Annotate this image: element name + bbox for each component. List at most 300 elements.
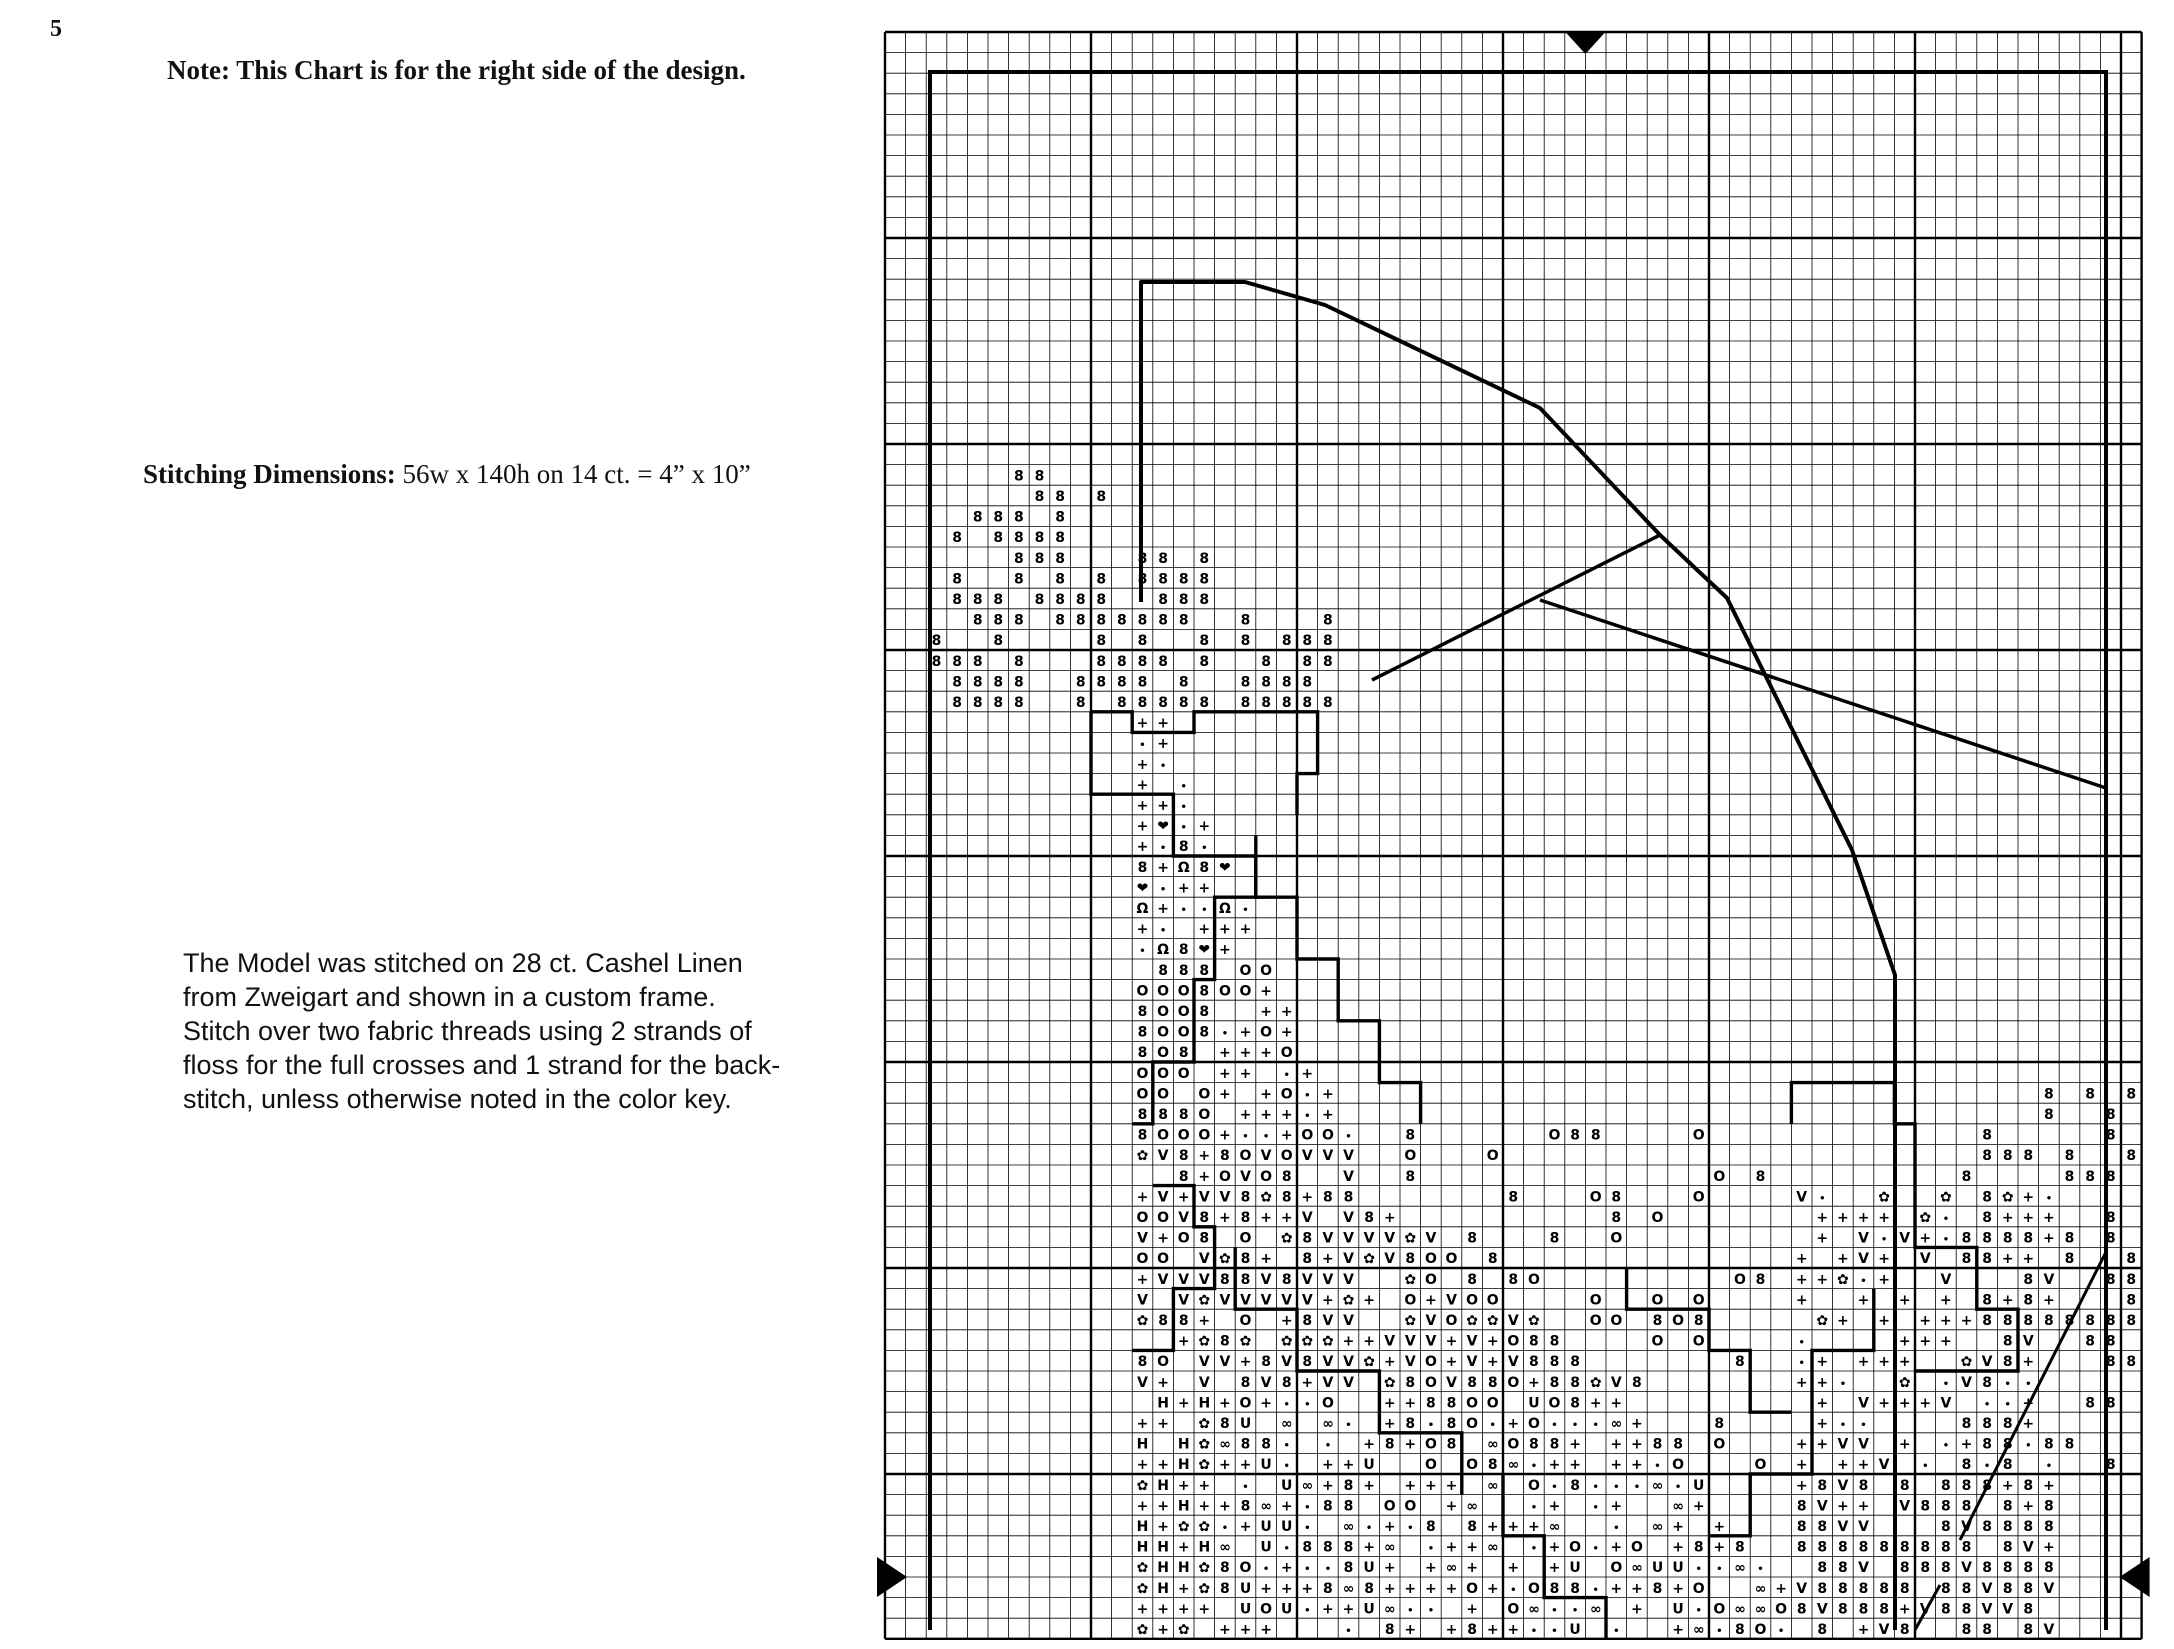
stitch-dark-brown: 8 bbox=[1693, 1539, 1704, 1556]
stitch-dark-brown: 8 bbox=[1632, 1374, 1642, 1391]
stitch-dark-brown: 8 bbox=[1302, 1313, 1313, 1329]
stitch-dark-brown: 8 bbox=[2044, 1313, 2054, 1329]
stitch-v-green: V bbox=[1343, 1230, 1354, 1247]
stitch-tan: + bbox=[1363, 1539, 1375, 1556]
stitch-tan: + bbox=[1445, 1498, 1458, 1515]
stitch-circle: O bbox=[1424, 1354, 1437, 1371]
stitch-u-blue: U bbox=[1363, 1560, 1375, 1577]
stitch-dark-brown: 8 bbox=[2044, 1086, 2054, 1103]
stitch-dark-brown: 8 bbox=[1302, 1354, 1313, 1371]
stitch-tan: + bbox=[1610, 1436, 1623, 1453]
stitch-dark-brown: 8 bbox=[1570, 1374, 1580, 1391]
stitch-dark-brown: 8 bbox=[1920, 1498, 1931, 1515]
stitch-v-green: V bbox=[1446, 1292, 1457, 1309]
stitch-tan: + bbox=[2022, 1354, 2035, 1371]
stitch-tan: + bbox=[1219, 1210, 1231, 1226]
stitch-v-green: V bbox=[1961, 1374, 1972, 1391]
stitch-tan: + bbox=[1363, 1436, 1375, 1453]
stitch-circle: O bbox=[1280, 1148, 1293, 1165]
stitch-dark-brown: 8 bbox=[1137, 550, 1148, 567]
stitch-v-green: V bbox=[1281, 1292, 1293, 1309]
stitch-white: • bbox=[1695, 1564, 1702, 1576]
stitch-dark-brown: 8 bbox=[1178, 571, 1189, 588]
stitch-h-blue: H bbox=[1157, 1477, 1169, 1494]
stitch-white: • bbox=[1942, 1378, 1950, 1390]
stitch-dark-brown: 8 bbox=[1178, 1313, 1189, 1329]
stitch-tan: + bbox=[1857, 1498, 1870, 1515]
stitch-dark-brown: 8 bbox=[993, 633, 1004, 650]
stitch-dark-brown: 8 bbox=[2002, 1498, 2013, 1515]
stitch-white: • bbox=[2045, 1461, 2053, 1473]
stitch-flower-green: ✿ bbox=[1198, 1560, 1211, 1577]
stitch-u-blue: U bbox=[1239, 1416, 1252, 1432]
stitch-circle: O bbox=[1466, 1580, 1479, 1597]
stitch-tan: + bbox=[1322, 1601, 1334, 1618]
stitch-dark-brown: 8 bbox=[1281, 674, 1292, 691]
stitch-flower-green: ✿ bbox=[1198, 1292, 1211, 1309]
stitch-white: • bbox=[1345, 1626, 1352, 1637]
stitch-infinity: ∞ bbox=[1734, 1560, 1746, 1577]
stitch-dark-brown: 8 bbox=[1549, 1436, 1560, 1453]
model-line: The Model was stitched on 28 ct. Cashel Linen bbox=[183, 948, 743, 978]
stitch-circle: O bbox=[1507, 1333, 1520, 1350]
stitch-dark-brown: 8 bbox=[1405, 1168, 1416, 1185]
stitch-white: • bbox=[1880, 1234, 1888, 1246]
stitch-circle: O bbox=[1527, 1580, 1540, 1597]
stitch-tan: + bbox=[1445, 1333, 1458, 1350]
stitch-dark-brown: 8 bbox=[1982, 1436, 1992, 1453]
stitch-tan: + bbox=[1878, 1210, 1890, 1226]
stitch-tan: + bbox=[1280, 1560, 1293, 1577]
stitch-circle: O bbox=[1157, 1065, 1170, 1082]
stitch-tan: + bbox=[1198, 1313, 1211, 1329]
stitch-dark-brown: 8 bbox=[2105, 1230, 2116, 1247]
stitch-dark-brown: 8 bbox=[1137, 1127, 1148, 1144]
stitch-white: • bbox=[1839, 1420, 1847, 1431]
stitch-tan: + bbox=[1631, 1601, 1643, 1618]
stitch-dark-brown: 8 bbox=[1034, 550, 1045, 567]
stitch-circle: O bbox=[1157, 1354, 1170, 1371]
stitch-dark-brown: 8 bbox=[1570, 1477, 1580, 1494]
stitch-dark-brown: 8 bbox=[1220, 1416, 1230, 1432]
stitch-white: • bbox=[1942, 1214, 1950, 1225]
stitch-dark-brown: 8 bbox=[2064, 1148, 2075, 1165]
stitch-circle: O bbox=[1507, 1601, 1520, 1618]
stitch-dark-brown: 8 bbox=[1323, 1539, 1333, 1556]
stitch-dark-brown: 8 bbox=[1714, 1416, 1725, 1432]
stitch-dark-brown: 8 bbox=[1343, 1498, 1354, 1515]
stitch-tan: + bbox=[1383, 1560, 1396, 1577]
stitch-dark-brown: 8 bbox=[1261, 1436, 1271, 1453]
stitch-flower-green: ✿ bbox=[1383, 1374, 1396, 1391]
stitch-infinity: ∞ bbox=[1466, 1498, 1478, 1515]
stitch-dark-brown: 8 bbox=[2105, 1168, 2116, 1185]
stitch-tan: + bbox=[1610, 1539, 1623, 1556]
stitch-tan: + bbox=[1322, 1477, 1334, 1494]
stitch-circle: O bbox=[1424, 1374, 1437, 1391]
stitch-dark-brown: 8 bbox=[1364, 1210, 1374, 1226]
stitch-tan: + bbox=[1260, 983, 1272, 1000]
stitch-dark-brown: 8 bbox=[1055, 571, 1065, 588]
stitch-dark-brown: 8 bbox=[1570, 1395, 1580, 1412]
stitch-tan: + bbox=[2022, 1189, 2035, 1206]
stitch-white: • bbox=[1427, 1420, 1435, 1431]
stitch-dark-brown: 8 bbox=[2064, 1230, 2075, 1247]
stitch-h-blue: H bbox=[1136, 1436, 1149, 1453]
stitch-dark-brown: 8 bbox=[1323, 633, 1333, 650]
stitch-v-green: V bbox=[1343, 1251, 1354, 1268]
stitch-white: • bbox=[1839, 1378, 1847, 1390]
stitch-circle: O bbox=[1177, 1004, 1190, 1020]
stitch-dark-brown: 8 bbox=[1652, 1580, 1663, 1597]
stitch-white: • bbox=[1283, 1543, 1290, 1555]
stitch-circle: O bbox=[1424, 1457, 1437, 1474]
stitch-dark-brown: 8 bbox=[1137, 633, 1148, 650]
stitch-v-green: V bbox=[1404, 1354, 1416, 1371]
stitch-tan: + bbox=[1713, 1519, 1726, 1535]
stitch-circle: O bbox=[1321, 1127, 1334, 1144]
stitch-dark-brown: 8 bbox=[1323, 1189, 1333, 1206]
stitch-tan: + bbox=[1383, 1519, 1396, 1535]
stitch-dark-brown: 8 bbox=[1549, 1580, 1560, 1597]
stitch-tan: + bbox=[1260, 1045, 1272, 1062]
stitch-dark-brown: 8 bbox=[2023, 1560, 2034, 1577]
stitch-dark-brown: 8 bbox=[2002, 1436, 2013, 1453]
stitch-tan: + bbox=[1136, 921, 1149, 938]
stitch-dark-brown: 8 bbox=[1096, 633, 1107, 650]
stitch-flower-green: ✿ bbox=[1466, 1313, 1478, 1329]
stitch-dark-brown: 8 bbox=[2023, 1230, 2034, 1247]
stitch-flower-green: ✿ bbox=[1878, 1189, 1890, 1206]
stitch-infinity: ∞ bbox=[1610, 1416, 1623, 1432]
stitch-tan: + bbox=[1692, 1498, 1705, 1515]
stitch-dark-brown: 8 bbox=[1384, 1436, 1395, 1453]
stitch-circle: O bbox=[1589, 1313, 1602, 1329]
stitch-white: • bbox=[1798, 1337, 1805, 1349]
stitch-dark-brown: 8 bbox=[1055, 489, 1065, 505]
stitch-dark-brown: 8 bbox=[1240, 1498, 1251, 1515]
stitch-white: • bbox=[1819, 1193, 1826, 1205]
stitch-v-green: V bbox=[1219, 1292, 1231, 1309]
stitch-tan: + bbox=[1136, 818, 1149, 835]
stitch-circle: O bbox=[1630, 1539, 1643, 1556]
stitch-white: • bbox=[1283, 1069, 1290, 1081]
stitch-white: • bbox=[1180, 905, 1187, 916]
color-block-outline bbox=[1091, 712, 1318, 815]
stitch-circle: O bbox=[1754, 1457, 1767, 1474]
stitch-white: • bbox=[2045, 1193, 2053, 1205]
stitch-tan: + bbox=[1219, 942, 1231, 959]
stitch-u-blue: U bbox=[1569, 1622, 1581, 1638]
stitch-tan: + bbox=[1610, 1498, 1623, 1515]
stitch-tan: + bbox=[1280, 1210, 1293, 1226]
stitch-dark-brown: 8 bbox=[2002, 1416, 2013, 1432]
stitch-dark-brown: 8 bbox=[1055, 550, 1065, 567]
stitch-dark-brown: 8 bbox=[952, 695, 962, 711]
stitch-tan: + bbox=[1219, 1086, 1231, 1103]
stitch-circle: O bbox=[1692, 1189, 1705, 1206]
stitch-dark-brown: 8 bbox=[1261, 674, 1271, 691]
stitch-circle: O bbox=[1198, 1127, 1211, 1144]
stitch-dark-brown: 8 bbox=[1838, 1580, 1848, 1597]
stitch-dark-brown: 8 bbox=[1879, 1539, 1889, 1556]
stitch-dark-brown: 8 bbox=[972, 509, 983, 526]
stitch-v-green: V bbox=[1157, 1148, 1169, 1165]
stitch-tan: + bbox=[1342, 1601, 1355, 1618]
stitch-infinity: ∞ bbox=[1672, 1498, 1684, 1515]
stitch-v-green: V bbox=[1858, 1436, 1869, 1453]
stitch-v-green: V bbox=[1816, 1498, 1828, 1515]
stitch-circle: O bbox=[1548, 1127, 1561, 1144]
model-line: stitch, unless otherwise noted in the color key. bbox=[183, 1084, 732, 1114]
stitch-dark-brown: 8 bbox=[1199, 1230, 1210, 1247]
stitch-dark-brown: 8 bbox=[1879, 1601, 1889, 1618]
stitch-tan: + bbox=[1177, 1477, 1190, 1494]
stitch-tan: + bbox=[1322, 1457, 1334, 1474]
stitch-tan: + bbox=[1322, 1086, 1334, 1103]
stitch-tan: + bbox=[1589, 1395, 1602, 1412]
stitch-v-green: V bbox=[2043, 1580, 2055, 1597]
stitch-dark-brown: 8 bbox=[2002, 1313, 2013, 1329]
stitch-tan: + bbox=[1177, 880, 1190, 897]
stitch-v-green: V bbox=[1981, 1601, 1993, 1618]
stitch-dark-brown: 8 bbox=[1137, 859, 1148, 876]
stitch-dark-brown: 8 bbox=[1838, 1560, 1848, 1577]
stitch-dark-brown: 8 bbox=[2105, 1210, 2116, 1226]
stitch-dark-brown: 8 bbox=[1508, 1271, 1519, 1288]
stitch-tan: + bbox=[1177, 1395, 1190, 1412]
stitch-tan: + bbox=[1569, 1436, 1581, 1453]
stitch-dark-brown: 8 bbox=[1755, 1168, 1766, 1185]
stitch-white: • bbox=[1221, 1523, 1229, 1534]
stitch-circle: O bbox=[1157, 983, 1170, 1000]
stitch-flower-green: ✿ bbox=[1219, 1251, 1231, 1268]
stitch-circle: O bbox=[1589, 1292, 1602, 1309]
stitch-circle: O bbox=[1466, 1395, 1479, 1412]
stitch-circle: O bbox=[1775, 1601, 1788, 1618]
stitch-v-green: V bbox=[2022, 1539, 2034, 1556]
stitch-white: • bbox=[1530, 1543, 1538, 1555]
stitch-tan: + bbox=[1898, 1292, 1911, 1309]
stitch-dark-brown: 8 bbox=[1961, 1580, 1972, 1597]
stitch-circle: O bbox=[1692, 1333, 1705, 1350]
stitch-dark-brown: 8 bbox=[1838, 1539, 1848, 1556]
stitch-circle: O bbox=[1713, 1436, 1726, 1453]
stitch-tan: + bbox=[1878, 1271, 1890, 1288]
stitch-dark-brown: 8 bbox=[1096, 674, 1107, 691]
stitch-v-green: V bbox=[1507, 1354, 1519, 1371]
stitch-dark-brown: 8 bbox=[1858, 1580, 1869, 1597]
stitch-tan: + bbox=[1940, 1292, 1952, 1309]
stitch-tan: + bbox=[1280, 1127, 1293, 1144]
stitch-dark-brown: 8 bbox=[1137, 695, 1148, 711]
stitch-v-green: V bbox=[1219, 1189, 1231, 1206]
stitch-tan: + bbox=[1280, 1107, 1293, 1123]
stitch-dark-brown: 8 bbox=[1405, 1374, 1416, 1391]
stitch-white: • bbox=[1592, 1420, 1599, 1431]
stitch-dark-brown: 8 bbox=[1199, 1210, 1210, 1226]
stitch-tan: + bbox=[1795, 1374, 1808, 1391]
stitch-circle: O bbox=[1136, 1065, 1149, 1082]
stitch-dark-brown: 8 bbox=[1817, 1622, 1828, 1638]
stitch-u-blue: U bbox=[1528, 1395, 1540, 1412]
stitch-dark-brown: 8 bbox=[2023, 1313, 2034, 1329]
stitch-dark-brown: 8 bbox=[1220, 1271, 1230, 1288]
stitch-dark-brown: 8 bbox=[1611, 1189, 1622, 1206]
stitch-flower-green: ✿ bbox=[1342, 1292, 1355, 1309]
stitch-omega: Ω bbox=[1177, 859, 1190, 876]
stitch-white: • bbox=[1242, 905, 1249, 916]
stitch-circle: O bbox=[1466, 1292, 1479, 1309]
stitch-infinity: ∞ bbox=[1692, 1622, 1705, 1638]
stitch-white: • bbox=[1716, 1564, 1723, 1576]
stitch-tan: + bbox=[1425, 1292, 1437, 1309]
stitch-flower-green: ✿ bbox=[1136, 1622, 1149, 1638]
stitch-dark-brown: 8 bbox=[993, 695, 1004, 711]
stitch-v-green: V bbox=[1260, 1148, 1272, 1165]
stitch-u-blue: U bbox=[1672, 1601, 1684, 1618]
stitch-circle: O bbox=[1692, 1292, 1705, 1309]
stitch-dark-brown: 8 bbox=[1220, 1148, 1230, 1165]
stitch-dark-brown: 8 bbox=[1281, 633, 1292, 650]
stitch-tan: + bbox=[1425, 1560, 1437, 1577]
stitch-white: • bbox=[1571, 1605, 1579, 1617]
stitch-v-green: V bbox=[1878, 1622, 1890, 1638]
stitch-infinity: ∞ bbox=[1322, 1416, 1334, 1432]
stitch-dark-brown: 8 bbox=[1941, 1519, 1951, 1535]
stitch-dark-brown: 8 bbox=[1137, 1107, 1148, 1123]
stitch-flower-green: ✿ bbox=[1136, 1148, 1149, 1165]
stitch-circle: O bbox=[1260, 1168, 1273, 1185]
stitch-tan: + bbox=[1466, 1560, 1478, 1577]
stitch-tan: + bbox=[2022, 1210, 2035, 1226]
stitch-v-green: V bbox=[1260, 1374, 1272, 1391]
stitch-v-green: V bbox=[1198, 1189, 1210, 1206]
stitch-circle: O bbox=[1177, 1024, 1190, 1041]
stitch-v-green: V bbox=[1961, 1560, 1972, 1577]
stitch-v-green: V bbox=[1384, 1251, 1396, 1268]
stitch-dark-brown: 8 bbox=[1941, 1477, 1951, 1494]
stitch-dark-brown: 8 bbox=[1343, 1539, 1354, 1556]
stitch-tan: + bbox=[1610, 1457, 1623, 1474]
stitch-dark-brown: 8 bbox=[2105, 1271, 2116, 1288]
stitch-tan: + bbox=[1363, 1333, 1375, 1350]
stitch-circle: O bbox=[1610, 1230, 1623, 1247]
stitch-dark-brown: 8 bbox=[1178, 612, 1189, 629]
stitch-circle: O bbox=[1527, 1477, 1540, 1494]
stitch-dark-brown: 8 bbox=[1137, 612, 1148, 629]
stitch-circle: O bbox=[1218, 983, 1231, 1000]
stitch-v-green: V bbox=[1198, 1354, 1210, 1371]
stitch-circle: O bbox=[1733, 1271, 1746, 1288]
stitch-dark-brown: 8 bbox=[1240, 612, 1251, 629]
stitch-v-green: V bbox=[1878, 1457, 1890, 1474]
stitch-circle: O bbox=[1527, 1416, 1540, 1432]
stitch-tan: + bbox=[1322, 1107, 1334, 1123]
stitch-v-green: V bbox=[1322, 1313, 1334, 1329]
stitch-tan: + bbox=[1631, 1416, 1643, 1432]
stitch-circle: O bbox=[1239, 1148, 1252, 1165]
stitch-circle: O bbox=[1651, 1333, 1664, 1350]
stitch-tan: + bbox=[1816, 1436, 1829, 1453]
stitch-flower-green: ✿ bbox=[1816, 1313, 1829, 1329]
stitch-circle: O bbox=[1157, 1086, 1170, 1103]
stitch-tan: + bbox=[1239, 1519, 1252, 1535]
stitch-circle: O bbox=[1280, 1086, 1293, 1103]
stitch-dark-brown: 8 bbox=[1178, 1168, 1189, 1185]
stitch-tan: + bbox=[1548, 1539, 1561, 1556]
stitch-dark-brown: 8 bbox=[1961, 1230, 1972, 1247]
stitch-v-green: V bbox=[1858, 1560, 1869, 1577]
stitch-h-blue: H bbox=[1136, 1539, 1149, 1556]
stitch-dark-brown: 8 bbox=[1323, 612, 1333, 629]
stitch-circle: O bbox=[1548, 1395, 1561, 1412]
stitch-dark-brown: 8 bbox=[1693, 1313, 1704, 1329]
stitch-circle: O bbox=[1527, 1271, 1540, 1288]
stitch-circle: O bbox=[1260, 1024, 1273, 1041]
stitch-dark-brown: 8 bbox=[1405, 1416, 1416, 1432]
stitch-tan: + bbox=[1260, 1622, 1272, 1638]
stitch-dark-brown: 8 bbox=[1529, 1333, 1539, 1350]
stitch-tan: + bbox=[1136, 1416, 1149, 1432]
stitch-infinity: ∞ bbox=[1383, 1601, 1396, 1618]
stitch-dark-brown: 8 bbox=[1487, 1251, 1498, 1268]
stitch-circle: O bbox=[1672, 1313, 1685, 1329]
stitch-tan: + bbox=[1239, 1354, 1252, 1371]
stitch-dark-brown: 8 bbox=[1281, 695, 1292, 711]
stitch-v-green: V bbox=[1322, 1374, 1334, 1391]
stitch-tan: + bbox=[1404, 1622, 1417, 1638]
stitch-dark-brown: 8 bbox=[1220, 1580, 1230, 1597]
stitch-dark-brown: 8 bbox=[1178, 1148, 1189, 1165]
stitch-white: • bbox=[1180, 781, 1187, 793]
stitch-dark-brown: 8 bbox=[2044, 1519, 2054, 1535]
stitch-tan: + bbox=[2022, 1498, 2035, 1515]
stitch-tan: + bbox=[1198, 880, 1211, 897]
stitch-u-blue: U bbox=[1363, 1457, 1375, 1474]
stitch-tan: + bbox=[2043, 1210, 2055, 1226]
stitch-u-blue: U bbox=[1281, 1601, 1293, 1618]
stitch-v-green: V bbox=[1260, 1271, 1272, 1288]
center-marker-top bbox=[1565, 32, 1605, 54]
stitch-v-green: V bbox=[2043, 1271, 2055, 1288]
stitch-dark-brown: 8 bbox=[2044, 1107, 2054, 1123]
stitch-v-green: V bbox=[1219, 1354, 1231, 1371]
stitch-tan: + bbox=[1198, 1168, 1211, 1185]
stitch-white: • bbox=[1304, 1564, 1311, 1576]
dimensions-value: 56w x 140h on 14 ct. = 4” x 10” bbox=[402, 459, 751, 489]
stitch-tan: + bbox=[1898, 1601, 1911, 1618]
stitch-v-green: V bbox=[2043, 1622, 2055, 1638]
stitch-dark-brown: 8 bbox=[2126, 1148, 2137, 1165]
stitch-v-green: V bbox=[1322, 1271, 1334, 1288]
stitch-tan: + bbox=[1260, 1251, 1272, 1268]
stitch-dark-brown: 8 bbox=[1446, 1436, 1457, 1453]
stitch-circle: O bbox=[1321, 1395, 1334, 1412]
stitch-v-green: V bbox=[1425, 1333, 1437, 1350]
stitch-dark-brown: 8 bbox=[1075, 674, 1086, 691]
stitch-tan: + bbox=[1816, 1395, 1829, 1412]
stitch-white: • bbox=[1613, 1481, 1620, 1493]
stitch-dark-brown: 8 bbox=[1343, 1189, 1354, 1206]
stitch-v-green: V bbox=[1343, 1168, 1354, 1185]
stitch-white: • bbox=[1983, 1399, 1991, 1411]
stitch-tan: + bbox=[1157, 1416, 1169, 1432]
stitch-dark-brown: 8 bbox=[1549, 1354, 1560, 1371]
stitch-dark-brown: 8 bbox=[1941, 1580, 1951, 1597]
stitch-v-green: V bbox=[1940, 1395, 1952, 1412]
stitch-flower-green: ✿ bbox=[1898, 1374, 1911, 1391]
